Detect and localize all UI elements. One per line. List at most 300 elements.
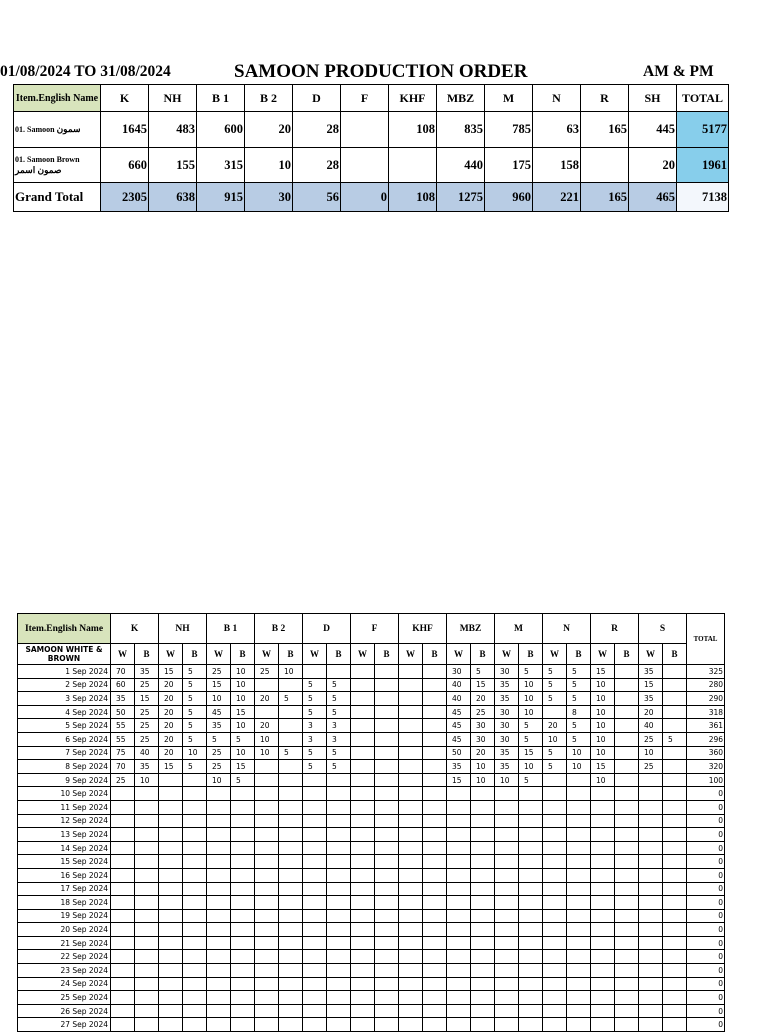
qty-cell: 5 <box>279 746 303 760</box>
column-header: K <box>101 85 149 112</box>
qty-cell <box>567 855 591 869</box>
qty-cell <box>495 950 519 964</box>
qty-cell <box>591 882 615 896</box>
qty-cell: 30 <box>471 732 495 746</box>
item-name-arabic: سمون <box>56 124 81 134</box>
qty-cell <box>159 909 183 923</box>
qty-cell <box>279 678 303 692</box>
qty-cell: 40 <box>447 678 471 692</box>
qty-cell <box>399 746 423 760</box>
qty-cell <box>375 950 399 964</box>
qty-cell <box>351 909 375 923</box>
qty-cell <box>639 991 663 1005</box>
qty-cell <box>351 665 375 679</box>
qty-cell <box>615 787 639 801</box>
qty-cell <box>615 977 639 991</box>
qty-cell <box>135 814 159 828</box>
qty-cell <box>375 923 399 937</box>
qty-cell <box>447 855 471 869</box>
qty-cell <box>639 896 663 910</box>
qty-cell <box>279 1004 303 1018</box>
qty-cell <box>279 977 303 991</box>
daily-row <box>18 746 725 760</box>
qty-cell <box>399 1004 423 1018</box>
qty-cell: 20 <box>471 692 495 706</box>
item-name-english: 01. Samoon <box>15 125 55 134</box>
qty-cell <box>423 746 447 760</box>
qty-cell <box>591 950 615 964</box>
qty-cell <box>111 977 135 991</box>
qty-cell <box>399 787 423 801</box>
qty-cell <box>615 936 639 950</box>
daily-production-table <box>17 613 725 1032</box>
qty-cell <box>639 1004 663 1018</box>
qty-cell: 50 <box>447 746 471 760</box>
qty-cell <box>423 773 447 787</box>
qty-cell <box>543 868 567 882</box>
qty-cell <box>567 1018 591 1032</box>
row-total: 320 <box>687 760 725 774</box>
qty-cell <box>615 746 639 760</box>
quantity-cell: 158 <box>533 148 581 183</box>
qty-cell: 25 <box>111 773 135 787</box>
qty-cell <box>591 896 615 910</box>
qty-cell <box>327 841 351 855</box>
qty-cell <box>639 923 663 937</box>
qty-cell <box>207 814 231 828</box>
qty-cell <box>111 1018 135 1032</box>
grand-total-cell: 56 <box>293 183 341 212</box>
quantity-cell <box>581 148 629 183</box>
qty-cell <box>207 909 231 923</box>
qty-cell: 5 <box>183 692 207 706</box>
qty-cell: 25 <box>639 732 663 746</box>
qty-cell: 5 <box>303 705 327 719</box>
date-cell: 21 Sep 2024 <box>18 936 111 950</box>
grand-total-sum: 7138 <box>677 183 729 212</box>
white-subheader: W <box>351 644 375 665</box>
qty-cell <box>327 964 351 978</box>
qty-cell <box>591 977 615 991</box>
item-name <box>14 112 101 148</box>
qty-cell: 15 <box>591 760 615 774</box>
date-cell: 22 Sep 2024 <box>18 950 111 964</box>
qty-cell <box>423 882 447 896</box>
daily-row <box>18 855 725 869</box>
row-total: 0 <box>687 882 725 896</box>
qty-cell: 35 <box>135 760 159 774</box>
qty-cell: 20 <box>159 692 183 706</box>
qty-cell <box>399 760 423 774</box>
qty-cell: 5 <box>207 732 231 746</box>
qty-cell <box>423 760 447 774</box>
qty-cell <box>543 882 567 896</box>
qty-cell <box>279 991 303 1005</box>
group-header: KHF <box>399 614 447 644</box>
qty-cell: 5 <box>567 665 591 679</box>
qty-cell <box>111 828 135 842</box>
row-total: 280 <box>687 678 725 692</box>
qty-cell <box>495 1018 519 1032</box>
qty-cell: 10 <box>591 692 615 706</box>
qty-cell <box>447 896 471 910</box>
qty-cell <box>303 1018 327 1032</box>
qty-cell <box>543 964 567 978</box>
qty-cell: 15 <box>231 705 255 719</box>
white-subheader: W <box>399 644 423 665</box>
qty-cell <box>255 855 279 869</box>
qty-cell <box>639 882 663 896</box>
date-cell: 23 Sep 2024 <box>18 964 111 978</box>
qty-cell <box>591 964 615 978</box>
qty-cell <box>159 882 183 896</box>
qty-cell <box>471 868 495 882</box>
qty-cell <box>207 787 231 801</box>
qty-cell: 40 <box>639 719 663 733</box>
qty-cell <box>639 977 663 991</box>
qty-cell <box>591 828 615 842</box>
qty-cell: 30 <box>495 719 519 733</box>
row-total: 360 <box>687 746 725 760</box>
qty-cell <box>399 665 423 679</box>
qty-cell <box>495 841 519 855</box>
daily-row <box>18 814 725 828</box>
qty-cell <box>495 936 519 950</box>
qty-cell: 10 <box>255 732 279 746</box>
brown-subheader: B <box>423 644 447 665</box>
qty-cell <box>111 787 135 801</box>
quantity-cell: 20 <box>629 148 677 183</box>
qty-cell <box>639 773 663 787</box>
item-name <box>14 148 101 183</box>
qty-cell <box>543 705 567 719</box>
group-header: F <box>351 614 399 644</box>
quantity-cell: 155 <box>149 148 197 183</box>
item-name-arabic: صمون اسمر <box>15 164 62 175</box>
qty-cell <box>111 882 135 896</box>
qty-cell <box>615 841 639 855</box>
qty-cell <box>255 909 279 923</box>
qty-cell <box>159 936 183 950</box>
quantity-cell: 63 <box>533 112 581 148</box>
qty-cell <box>351 787 375 801</box>
qty-cell: 25 <box>255 665 279 679</box>
qty-cell <box>567 964 591 978</box>
qty-cell <box>159 964 183 978</box>
qty-cell <box>255 964 279 978</box>
row-total: 0 <box>687 868 725 882</box>
qty-cell <box>519 800 543 814</box>
qty-cell <box>111 855 135 869</box>
total-header: TOTAL <box>687 614 725 665</box>
qty-cell <box>639 814 663 828</box>
qty-cell <box>423 1018 447 1032</box>
qty-cell: 5 <box>543 760 567 774</box>
white-subheader: W <box>207 644 231 665</box>
qty-cell <box>543 991 567 1005</box>
qty-cell <box>351 1004 375 1018</box>
quantity-cell: 28 <box>293 148 341 183</box>
qty-cell <box>591 936 615 950</box>
brown-subheader: B <box>327 644 351 665</box>
qty-cell <box>111 868 135 882</box>
qty-cell <box>447 977 471 991</box>
daily-row <box>18 1018 725 1032</box>
qty-cell <box>207 964 231 978</box>
qty-cell <box>327 665 351 679</box>
qty-cell: 45 <box>447 705 471 719</box>
brown-subheader: B <box>567 644 591 665</box>
qty-cell <box>543 828 567 842</box>
summary-row <box>14 148 729 183</box>
qty-cell <box>375 665 399 679</box>
row-total: 0 <box>687 991 725 1005</box>
qty-cell <box>231 991 255 1005</box>
qty-cell <box>231 787 255 801</box>
qty-cell <box>375 814 399 828</box>
qty-cell <box>615 991 639 1005</box>
qty-cell <box>255 814 279 828</box>
qty-cell <box>399 882 423 896</box>
qty-cell: 20 <box>159 719 183 733</box>
row-total: 0 <box>687 977 725 991</box>
group-header: M <box>495 614 543 644</box>
row-total: 0 <box>687 814 725 828</box>
qty-cell <box>135 868 159 882</box>
quantity-cell <box>341 112 389 148</box>
qty-cell <box>423 719 447 733</box>
row-total: 0 <box>687 909 725 923</box>
qty-cell <box>351 923 375 937</box>
qty-cell <box>615 705 639 719</box>
brown-subheader: B <box>135 644 159 665</box>
qty-cell <box>159 923 183 937</box>
qty-cell: 5 <box>303 760 327 774</box>
qty-cell <box>135 1004 159 1018</box>
column-header: SH <box>629 85 677 112</box>
daily-row <box>18 719 725 733</box>
qty-cell: 75 <box>111 746 135 760</box>
qty-cell <box>207 828 231 842</box>
row-total: 0 <box>687 896 725 910</box>
column-header: D <box>293 85 341 112</box>
qty-cell <box>303 882 327 896</box>
summary-header-row <box>14 85 729 112</box>
qty-cell <box>279 896 303 910</box>
qty-cell <box>663 828 687 842</box>
qty-cell <box>375 746 399 760</box>
qty-cell <box>135 855 159 869</box>
qty-cell: 15 <box>519 746 543 760</box>
qty-cell <box>303 896 327 910</box>
qty-cell: 5 <box>567 692 591 706</box>
qty-cell <box>471 814 495 828</box>
qty-cell <box>375 855 399 869</box>
quantity-cell <box>389 148 437 183</box>
qty-cell <box>471 787 495 801</box>
qty-cell: 5 <box>183 760 207 774</box>
qty-cell: 10 <box>567 760 591 774</box>
grand-total-label: Grand Total <box>14 183 101 212</box>
qty-cell: 35 <box>207 719 231 733</box>
qty-cell <box>159 855 183 869</box>
qty-cell <box>615 732 639 746</box>
qty-cell <box>399 977 423 991</box>
qty-cell <box>543 1004 567 1018</box>
qty-cell <box>543 800 567 814</box>
qty-cell <box>231 950 255 964</box>
qty-cell <box>375 692 399 706</box>
qty-cell <box>399 950 423 964</box>
qty-cell <box>639 841 663 855</box>
qty-cell <box>495 909 519 923</box>
qty-cell: 5 <box>327 705 351 719</box>
qty-cell <box>255 882 279 896</box>
qty-cell <box>591 800 615 814</box>
column-header: M <box>485 85 533 112</box>
qty-cell <box>567 800 591 814</box>
qty-cell: 25 <box>135 705 159 719</box>
qty-cell <box>279 841 303 855</box>
qty-cell <box>639 909 663 923</box>
grand-total-cell: 2305 <box>101 183 149 212</box>
qty-cell: 15 <box>591 665 615 679</box>
column-header: KHF <box>389 85 437 112</box>
qty-cell <box>279 705 303 719</box>
qty-cell <box>543 923 567 937</box>
qty-cell <box>423 800 447 814</box>
qty-cell <box>207 800 231 814</box>
qty-cell <box>159 787 183 801</box>
qty-cell: 10 <box>231 719 255 733</box>
qty-cell <box>639 855 663 869</box>
item-name-header: Item.English Name <box>18 614 111 644</box>
quantity-cell: 600 <box>197 112 245 148</box>
quantity-cell: 175 <box>485 148 533 183</box>
qty-cell: 10 <box>231 665 255 679</box>
qty-cell <box>447 841 471 855</box>
qty-cell <box>543 977 567 991</box>
qty-cell <box>255 936 279 950</box>
brown-subheader: B <box>663 644 687 665</box>
qty-cell <box>351 692 375 706</box>
qty-cell <box>591 923 615 937</box>
qty-cell <box>567 868 591 882</box>
qty-cell: 35 <box>495 746 519 760</box>
qty-cell: 25 <box>471 705 495 719</box>
qty-cell <box>399 800 423 814</box>
qty-cell <box>663 814 687 828</box>
qty-cell: 10 <box>591 773 615 787</box>
qty-cell <box>183 1004 207 1018</box>
qty-cell: 15 <box>159 760 183 774</box>
qty-cell <box>135 977 159 991</box>
qty-cell <box>399 936 423 950</box>
qty-cell <box>135 909 159 923</box>
qty-cell <box>375 936 399 950</box>
qty-cell: 25 <box>135 678 159 692</box>
qty-cell <box>231 936 255 950</box>
qty-cell: 5 <box>327 692 351 706</box>
qty-cell <box>279 732 303 746</box>
daily-row <box>18 692 725 706</box>
qty-cell <box>663 719 687 733</box>
qty-cell <box>471 800 495 814</box>
qty-cell <box>279 936 303 950</box>
date-cell: 2 Sep 2024 <box>18 678 111 692</box>
qty-cell <box>303 964 327 978</box>
qty-cell <box>207 977 231 991</box>
grand-total-cell: 30 <box>245 183 293 212</box>
daily-row <box>18 909 725 923</box>
qty-cell <box>183 773 207 787</box>
qty-cell <box>615 692 639 706</box>
qty-cell <box>495 828 519 842</box>
grand-total-cell: 915 <box>197 183 245 212</box>
qty-cell: 35 <box>639 665 663 679</box>
qty-cell <box>351 760 375 774</box>
grand-total-cell: 108 <box>389 183 437 212</box>
qty-cell <box>327 991 351 1005</box>
qty-cell <box>447 923 471 937</box>
date-cell: 1 Sep 2024 <box>18 665 111 679</box>
qty-cell <box>471 977 495 991</box>
qty-cell <box>375 868 399 882</box>
qty-cell <box>447 1004 471 1018</box>
qty-cell <box>447 814 471 828</box>
date-cell: 16 Sep 2024 <box>18 868 111 882</box>
daily-subheader-row <box>18 644 725 665</box>
qty-cell <box>447 1018 471 1032</box>
qty-cell <box>279 760 303 774</box>
group-header: K <box>111 614 159 644</box>
grand-total-row <box>14 183 729 212</box>
qty-cell <box>183 882 207 896</box>
qty-cell: 40 <box>135 746 159 760</box>
qty-cell <box>303 977 327 991</box>
qty-cell <box>255 760 279 774</box>
qty-cell <box>255 678 279 692</box>
qty-cell <box>519 977 543 991</box>
row-total: 0 <box>687 828 725 842</box>
qty-cell <box>471 936 495 950</box>
qty-cell: 25 <box>135 719 159 733</box>
qty-cell <box>495 787 519 801</box>
qty-cell <box>183 855 207 869</box>
qty-cell: 10 <box>591 746 615 760</box>
qty-cell <box>543 787 567 801</box>
qty-cell <box>375 678 399 692</box>
qty-cell <box>519 787 543 801</box>
qty-cell: 20 <box>471 746 495 760</box>
qty-cell <box>327 909 351 923</box>
qty-cell <box>399 991 423 1005</box>
date-cell: 17 Sep 2024 <box>18 882 111 896</box>
qty-cell <box>159 1004 183 1018</box>
white-subheader: W <box>639 644 663 665</box>
qty-cell <box>495 923 519 937</box>
qty-cell <box>543 855 567 869</box>
qty-cell: 10 <box>207 692 231 706</box>
column-header: B 1 <box>197 85 245 112</box>
qty-cell <box>423 855 447 869</box>
qty-cell <box>423 828 447 842</box>
qty-cell <box>399 705 423 719</box>
date-cell: 12 Sep 2024 <box>18 814 111 828</box>
qty-cell: 5 <box>183 719 207 733</box>
qty-cell <box>663 977 687 991</box>
qty-cell <box>351 719 375 733</box>
